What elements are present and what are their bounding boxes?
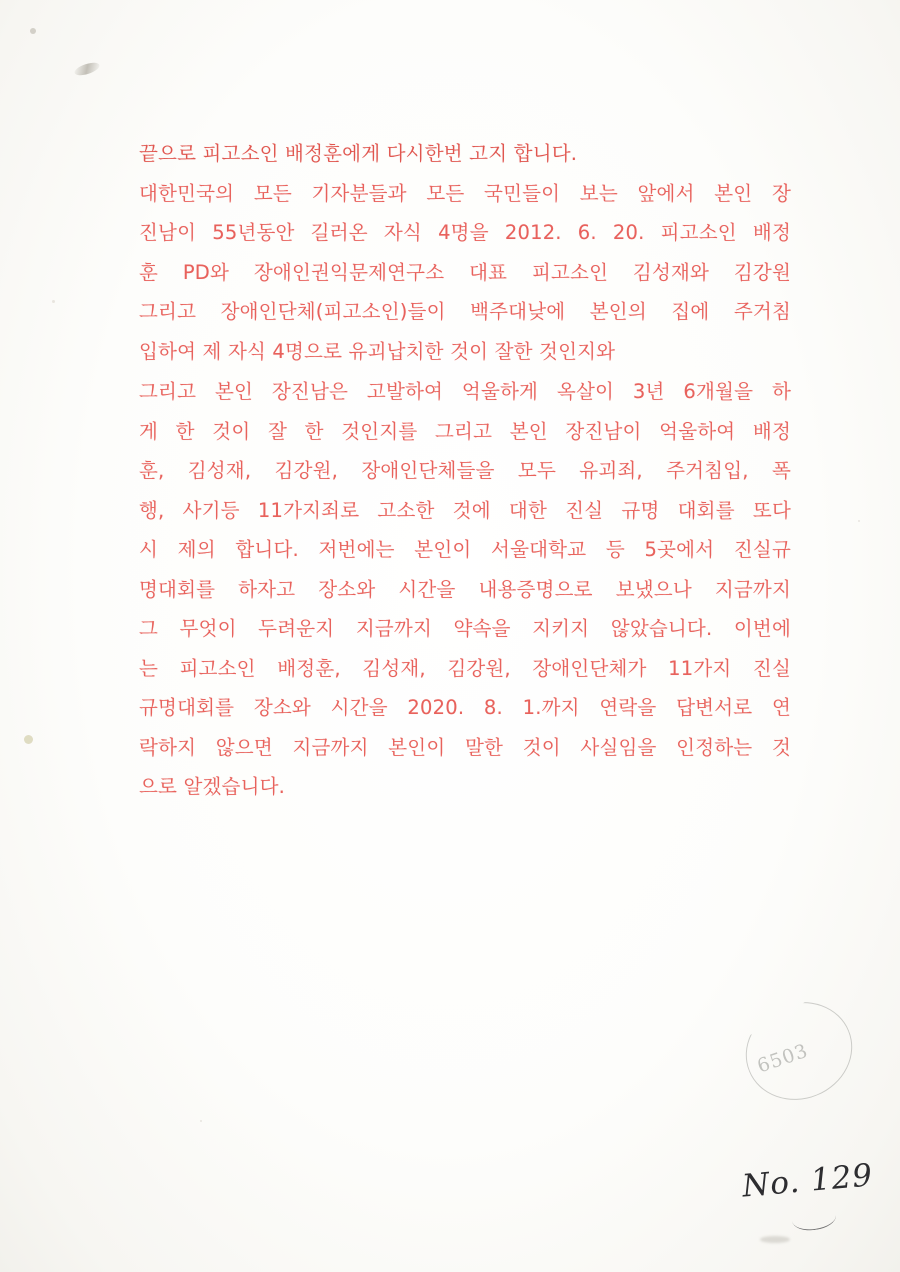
paragraph-2 [139,372,791,807]
text-line: 그 무엇이 두려운지 지금까지 약속을 지키지 않았습니다. 이번에 [139,617,791,640]
stamp-number: 6503 [754,1039,812,1078]
text-line: 그리고 장애인단체(피고소인)들이 백주대낮에 본인의 집에 주거침 [139,300,791,323]
scan-speck-top-left [30,28,36,34]
scan-smudge [760,1236,790,1243]
scan-speck [200,1120,202,1122]
text-line: 대한민국의 모든 기자분들과 모든 국민들이 보는 앞에서 본인 장 [139,181,791,205]
text-line: 행, 사기등 11가지죄로 고소한 것에 대한 진실 규명 대회를 또다 [139,498,791,522]
text-line: 락하지 않으면 지금까지 본인이 말한 것이 사실임을 인정하는 것 [139,735,791,759]
text-line: 으로 알겠습니다. [139,775,286,798]
text-line: 진남이 55년동안 길러온 자식 4명을 2012. 6. 20. 피고소인 배정 [139,221,791,244]
scan-speck [52,300,55,303]
text-line: 그리고 본인 장진남은 고발하여 억울하게 옥살이 3년 6개월을 하 [139,380,791,403]
document-text-body [139,134,791,807]
handwritten-page-number: No. 129 [740,1157,875,1205]
text-line: 시 제의 합니다. 저번에는 본인이 서울대학교 등 5곳에서 진실규 [139,538,791,561]
text-line: 명대회를 하자고 장소와 시간을 내용증명으로 보냈으나 지금까지 [139,577,791,601]
scan-smudge-top-left [73,60,101,78]
paragraph-1 [139,134,791,371]
text-line: 입하여 제 자식 4명으로 유괴납치한 것이 잘한 것인지와 [139,339,616,363]
text-line: 규명대회를 장소와 시간을 2020. 8. 1.까지 연락을 답변서로 연 [139,696,791,719]
office-seal-stamp [731,986,867,1115]
scan-speck [858,520,860,522]
text-line: 는 피고소인 배정훈, 김성재, 김강원, 장애인단체가 11가지 진실 [139,656,791,680]
handwritten-underline [791,1204,838,1233]
text-line: 끝으로 피고소인 배정훈에게 다시한번 고지 합니다. [139,142,578,165]
text-line: 훈, 김성재, 김강원, 장애인단체들을 모두 유괴죄, 주거침입, 폭 [139,459,791,482]
text-line: 훈 PD와 장애인권익문제연구소 대표 피고소인 김성재와 김강원 [139,260,791,284]
scan-speck-left-margin [24,735,33,744]
text-line: 게 한 것이 잘 한 것인지를 그리고 본인 장진남이 억울하여 배정 [139,419,791,443]
